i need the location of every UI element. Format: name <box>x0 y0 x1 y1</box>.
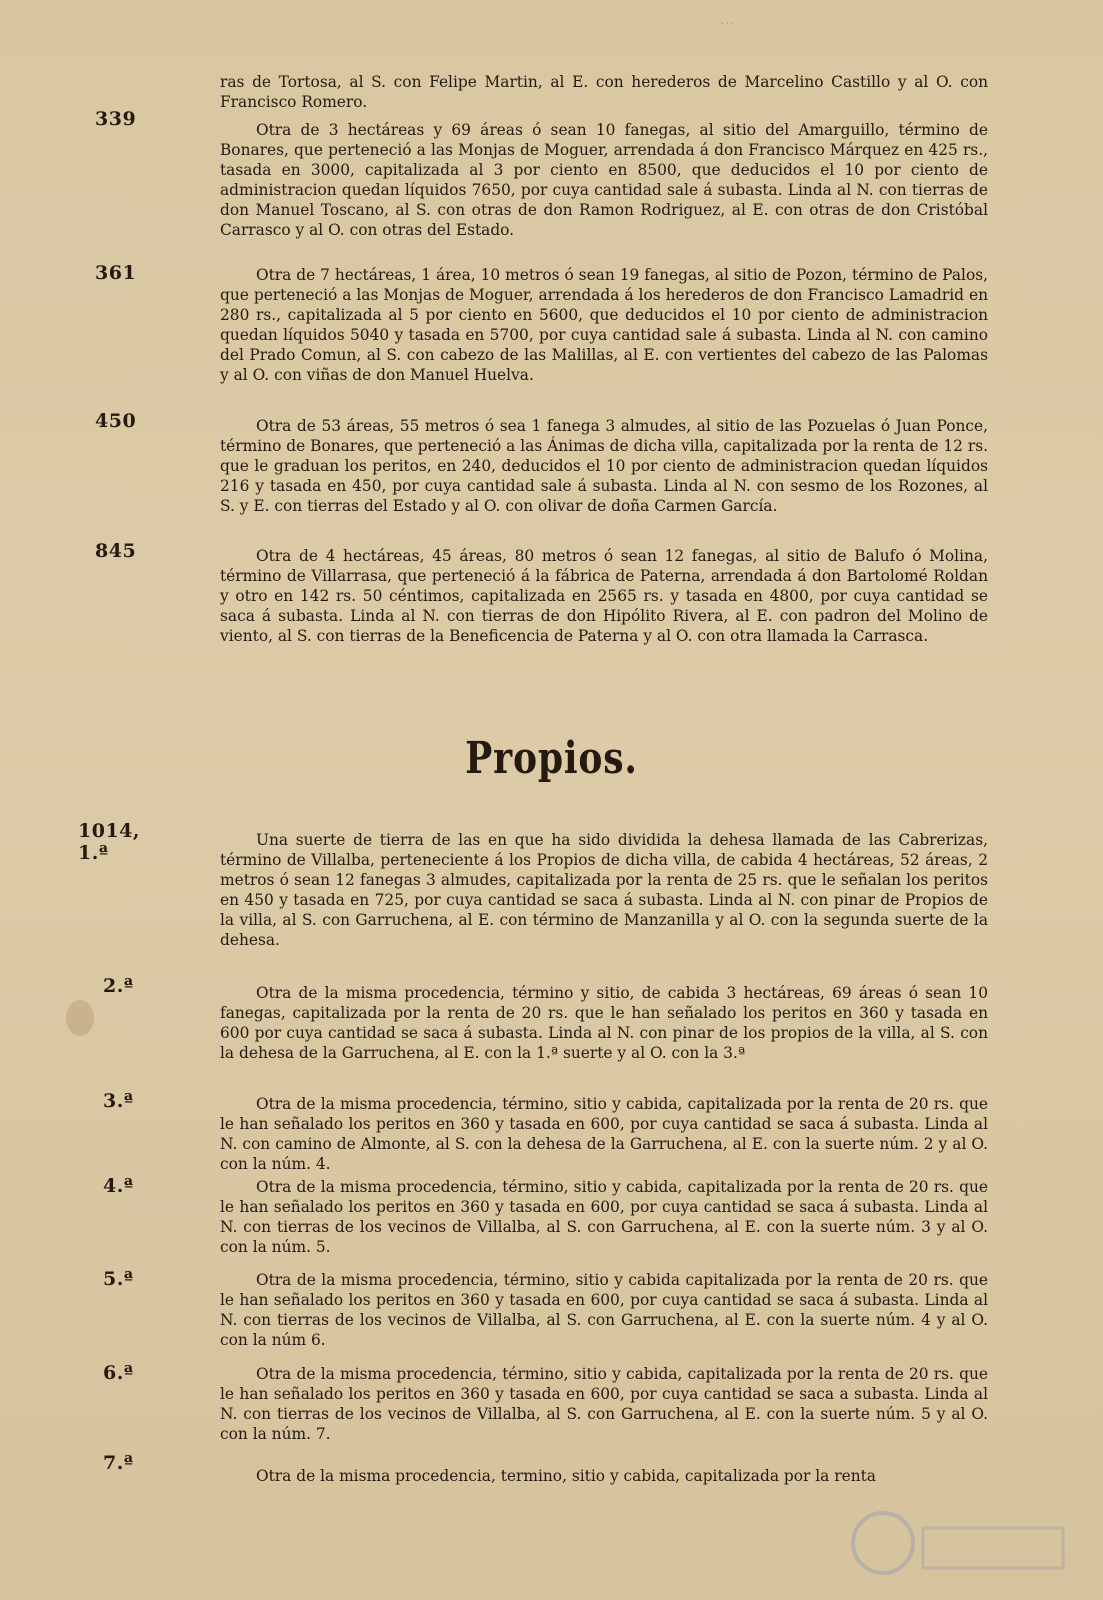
lot-number: 1014, 1.ª <box>78 820 140 864</box>
bleed-through-text: ... <box>720 10 735 28</box>
lot-description: Otra de 7 hectáreas, 1 área, 10 metros ó sean 19 fanegas, al sitio de Pozon, término de Palos, que perteneció a las Monjas de Moguer, arrendada á los herederos de don Francisco Lamadrid en 280 rs., capitalizada al 5 por ciento en 5600, que deducidos el 10 por ciento de administracion quedan líquidos 5040 y tasada en 5700, por cuya cantidad sale á subasta. Linda al N. con camino del Prado Comun, al S. con cabezo de las Malillas, al E. con vertientes del cabezo de las Palomas y al O. con viñas de don Manuel Huelva. <box>220 266 988 384</box>
lot-description: Otra de la misma procedencia, término, sitio y cabida, capitalizada por la renta de 20 rs. que le han señalado los peritos en 360 y tasada en 600, por cuya cantidad se saca á subasta. Linda al N. con camino de Almonte, al S. con la dehesa de la Garruchena, al E. con la suerte núm. 2 y al O. con la núm. 4. <box>220 1095 988 1173</box>
archive-logo-icon <box>843 1488 1073 1588</box>
lot-number: 5.ª <box>103 1268 134 1290</box>
stain <box>66 1000 94 1036</box>
lot-number: 3.ª <box>103 1090 134 1112</box>
section-title: Propios. <box>465 733 638 784</box>
continuation-text: ras de Tortosa, al S. con Felipe Martin, al E. con herederos de Marcelino Castillo y al O. con Francisco Romero. <box>220 73 988 111</box>
lot-description: Otra de la misma procedencia, término, sitio y cabida capitalizada por la renta de 20 rs. que le han señalado los peritos en 360 y tasada en 600, por cuya cantidad se saca á subasta. Linda al N. con tierras de los vecinos de Villalba, al S. con Garruchena, al E. con la suerte núm. 4 y al O. con la núm 6. <box>220 1271 988 1349</box>
lot-number: 845 <box>95 540 137 562</box>
lot-description: Una suerte de tierra de las en que ha sido dividida la dehesa llamada de las Cabrerizas, término de Villalba, perteneciente á los Propios de dicha villa, de cabida 4 hectáreas, 52 áreas, 2 metros ó sean 12 fanegas 3 almudes, capitalizada por la renta de 25 rs. que le señalan los peritos en 450 y tasada en 725, por cuya cantidad se saca á subasta. Linda al N. con pinar de Propios de la villa, al S. con Garruchena, al E. con término de Manzanilla y al O. con la segunda suerte de la dehesa. <box>220 831 988 949</box>
lot-number: 450 <box>95 410 137 432</box>
lot-number: 4.ª <box>103 1175 134 1197</box>
lot-description: Otra de la misma procedencia, término, sitio y cabida, capitalizada por la renta de 20 rs. que le han señalado los peritos en 360 y tasada en 600, por cuya cantidad se saca a subasta. Linda al N. con tierras de los vecinos de Villalba, al S. con Garruchena, al E. con la suerte núm. 5 y al O. con la núm. 7. <box>220 1365 988 1443</box>
lot-description: Otra de 3 hectáreas y 69 áreas ó sean 10 fanegas, al sitio del Amarguillo, término de Bonares, que perteneció a las Monjas de Moguer, arrendada á don Francisco Márquez en 425 rs., tasada en 3000, capitalizada al 3 por ciento en 8500, que deducidos el 10 por ciento de administracion quedan líquidos 7650, por cuya cantidad sale á subasta. Linda al N. con tierras de don Manuel Toscano, al S. con otras de don Ramon Rodriguez, al E. con otras de don Cristóbal Carrasco y al O. con otras del Estado. <box>220 121 988 239</box>
lot-number: 361 <box>95 262 137 284</box>
lot-description: Otra de 53 áreas, 55 metros ó sea 1 fanega 3 almudes, al sitio de las Pozuelas ó Juan Ponce, término de Bonares, que perteneció a las Ánimas de dicha villa, capitalizada por la renta de 12 rs. que le graduan los peritos, en 240, deducidos el 10 por ciento de administracion quedan líquidos 216 y tasada en 450, por cuya cantidad sale á subasta. Linda al N. con sesmo de los Rozones, al S. y E. con tierras del Estado y al O. con olivar de doña Carmen García. <box>220 417 988 515</box>
lot-description: Otra de la misma procedencia, término y sitio, de cabida 3 hectáreas, 69 áreas ó sean 10 fanegas, capitalizada por la renta de 20 rs. que le han señalado los peritos en 360 y tasada en 600 por cuya cantidad se saca á subasta. Linda al N. con pinar de los propios de la villa, al S. con la dehesa de la Garruchena, al E. con la 1.ª suerte y al O. con la 3.ª <box>220 984 988 1062</box>
lot-description: Otra de la misma procedencia, término, sitio y cabida, capitalizada por la renta de 20 rs. que le han señalado los peritos en 360 y tasada en 600, por cuya cantidad se saca á subasta. Linda al N. con tierras de los vecinos de Villalba, al S. con Garruchena, al E. con la suerte núm. 3 y al O. con la núm. 5. <box>220 1178 988 1256</box>
lot-number: 7.ª <box>103 1452 134 1474</box>
lot-number: 339 <box>95 108 137 130</box>
archive-stamp <box>843 1478 1073 1588</box>
lot-description: Otra de la misma procedencia, termino, sitio y cabida, capitalizada por la renta <box>256 1467 876 1485</box>
lot-description: Otra de 4 hectáreas, 45 áreas, 80 metros ó sean 12 fanegas, al sitio de Balufo ó Molina, término de Villarrasa, que perteneció á la fábrica de Paterna, arrendada á don Bartolomé Roldan y otro en 142 rs. 50 céntimos, capitalizada en 2565 rs. y tasada en 4800, por cuya cantidad se saca á subasta. Linda al N. con tierras de don Hipólito Rivera, al E. con padron del Molino de viento, al S. con tierras de la Beneficencia de Paterna y al O. con otra llamada la Carrasca. <box>220 547 988 645</box>
lot-number: 2.ª <box>103 975 134 997</box>
lot-number: 6.ª <box>103 1362 134 1384</box>
